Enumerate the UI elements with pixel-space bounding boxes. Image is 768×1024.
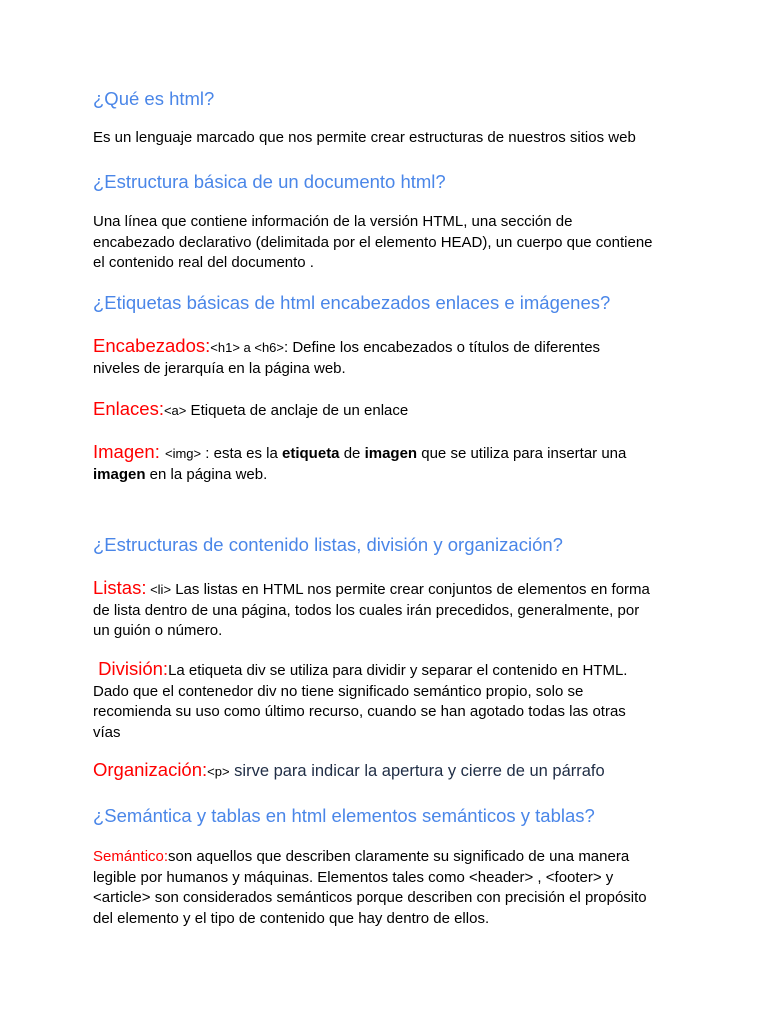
- tag-p: <p>: [207, 764, 230, 779]
- text-line: del elemento y el tipo de contenido que hay dentro de ellos.: [93, 909, 490, 927]
- label-colon: :: [154, 441, 165, 462]
- paragraph-que-es-html: Es un lenguaje marcado que nos permite crear estructuras de nuestros sitios web: [93, 129, 636, 146]
- item-enlaces: [93, 399, 678, 422]
- text-line: niveles de jerarquía en la página web.: [93, 359, 346, 377]
- tag-img: <img>: [165, 446, 202, 461]
- text-span: de: [339, 445, 365, 462]
- text-line: [93, 847, 678, 868]
- heading-semantica-tablas: ¿Semántica y tablas en html elementos semánticos y tablas?: [93, 805, 595, 826]
- item-encabezados: [93, 336, 678, 379]
- label-listas: Listas:: [93, 577, 147, 598]
- item-imagen: [93, 442, 678, 485]
- heading-estructura-basica: ¿Estructura básica de un documento html?: [93, 171, 446, 192]
- label-encabezados: Encabezados:: [93, 335, 211, 356]
- bold-text: imagen: [364, 445, 418, 462]
- item-listas: [93, 578, 678, 642]
- text-span: : Define los encabezados o títulos de diferentes: [284, 339, 601, 356]
- text-line: Dado que el contenedor div no tiene significado semántico propio, solo se: [93, 682, 584, 700]
- tag-li: <li>: [146, 582, 172, 597]
- paragraph-estructura-basica: [93, 212, 678, 274]
- text-line: <article> son considerados semánticos porque describen con precisión el propósito: [93, 889, 647, 906]
- text-span: en la página web.: [145, 465, 268, 483]
- item-division: [93, 659, 678, 743]
- label-division: División:: [93, 658, 169, 679]
- heading-estructuras-contenido: ¿Estructuras de contenido listas, división y organización?: [93, 534, 563, 555]
- text-span: sirve para indicar la apertura y cierre de un párrafo: [229, 762, 605, 780]
- label-imagen: Imagen: [93, 441, 155, 462]
- text-line: [93, 578, 678, 601]
- item-organizacion: [93, 760, 678, 783]
- text-line: vías: [93, 723, 121, 741]
- text-span: La etiqueta div se utiliza para dividir y separar el contenido en HTML.: [168, 662, 628, 679]
- label-organizacion: Organización:: [93, 759, 208, 780]
- text-line: Una línea que contiene información de la versión HTML, una sección de: [93, 213, 573, 230]
- text-span: son aquellos que describen claramente su significado de una manera: [168, 848, 630, 865]
- text-line: [93, 399, 678, 422]
- text-span: : esta es la: [201, 445, 283, 462]
- text-line: el contenido real del documento .: [93, 254, 314, 271]
- text-line: [93, 659, 678, 682]
- text-span: que se utiliza para insertar una: [417, 445, 627, 462]
- label-semantico: Semántico:: [93, 848, 169, 865]
- text-line: legible por humanos y máquinas. Elementos tales como <header> , <footer> y: [93, 868, 614, 886]
- text-line: [93, 336, 678, 359]
- text-line: recomienda su uso como último recurso, cuando se han agotado todas las otras: [93, 703, 626, 720]
- text-line: encabezado declarativo (delimitada por el elemento HEAD), un cuerpo que contiene: [93, 233, 653, 251]
- text-span: Las listas en HTML nos permite crear conjuntos de elementos en forma: [171, 581, 650, 598]
- heading-que-es-html: ¿Qué es html?: [93, 88, 215, 109]
- text-line: un guión o número.: [93, 622, 223, 639]
- bold-text: imagen: [93, 465, 146, 483]
- tag-h1-h6: <h1> a <h6>: [210, 340, 285, 355]
- bold-text: etiqueta: [282, 445, 340, 462]
- text-span: Etiqueta de anclaje de un enlace: [186, 402, 409, 419]
- text-line: [93, 760, 678, 783]
- text-line: de lista dentro de una página, todos los cuales irán precedidos, generalmente, por: [93, 601, 640, 619]
- text-line: [93, 465, 678, 486]
- text-line: [93, 442, 678, 465]
- label-enlaces: Enlaces:: [93, 398, 164, 419]
- tag-a: <a>: [163, 403, 187, 418]
- heading-etiquetas-basicas: ¿Etiquetas básicas de html encabezados enlaces e imágenes?: [93, 292, 611, 313]
- item-semantico: [93, 847, 678, 929]
